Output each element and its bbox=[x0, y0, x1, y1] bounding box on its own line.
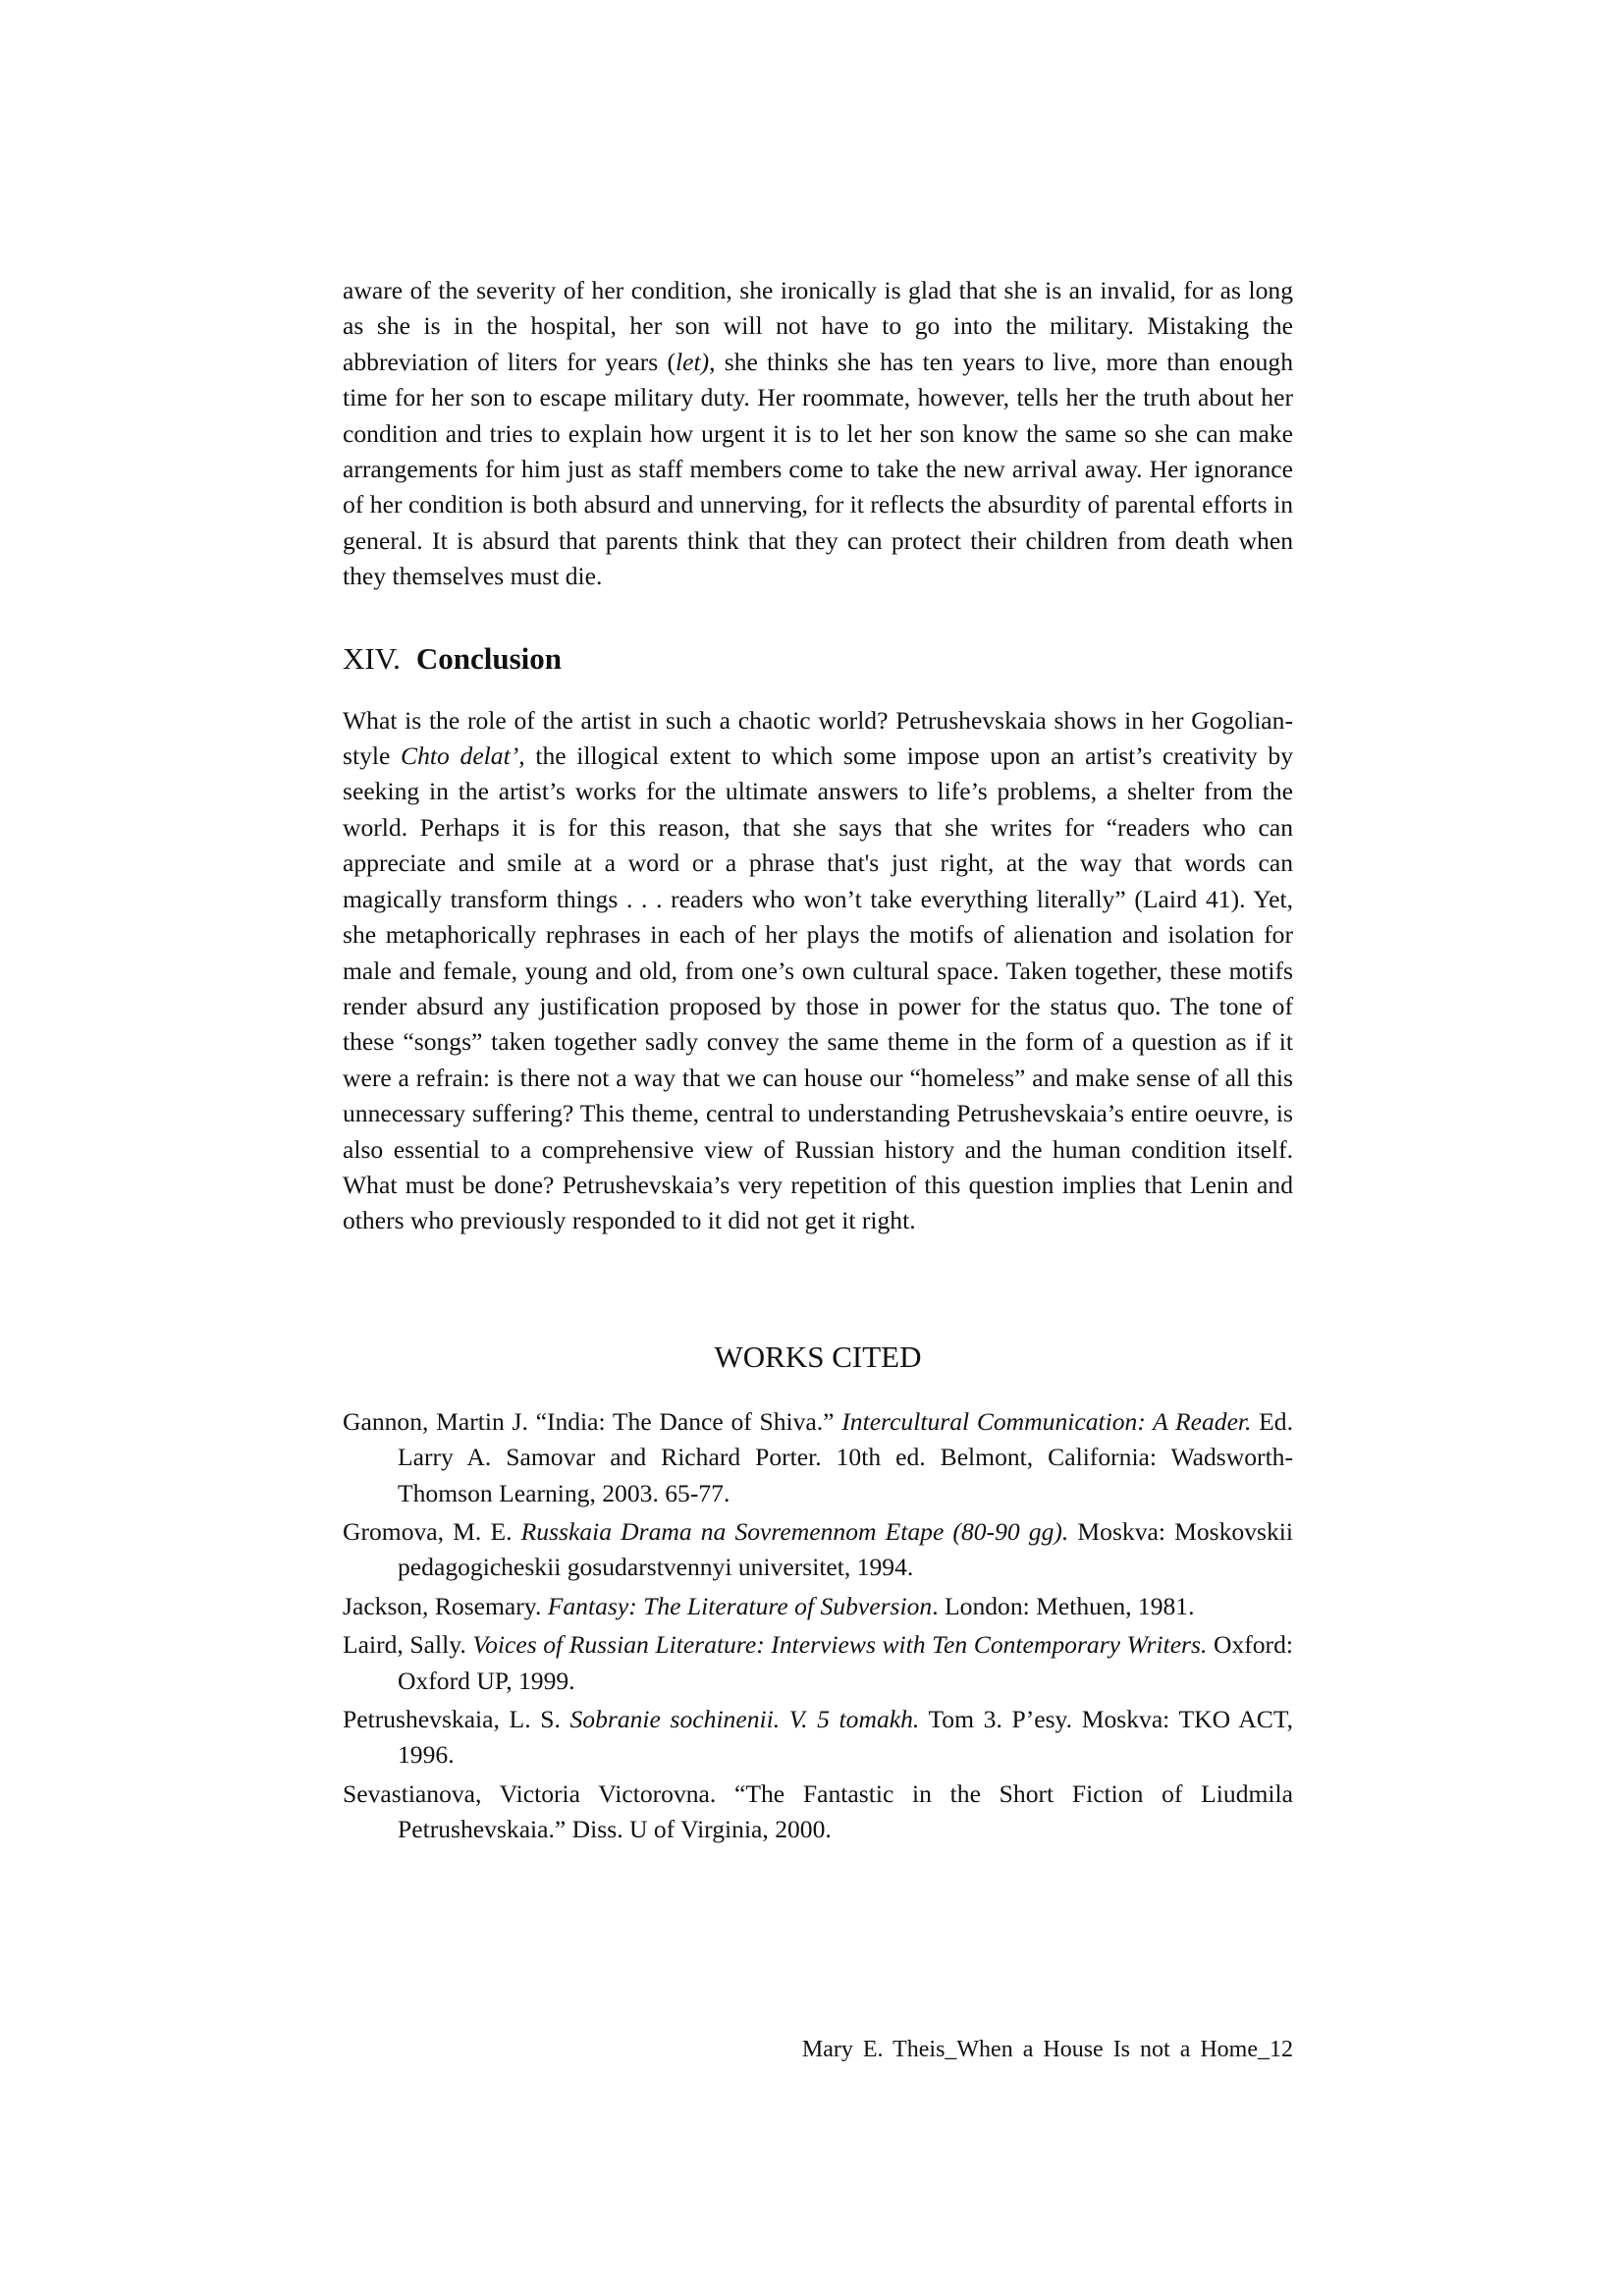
text-run: . London: Methuen, 1981. bbox=[932, 1591, 1195, 1620]
works-cited-heading: WORKS CITED bbox=[714, 1339, 922, 1374]
text-run: Sevastianova, Victoria Victorovna. “The Fantastic in the Short Fiction of Liudmila Petrushevskaia.” Diss. U of Virginia, 2000. bbox=[343, 1778, 1293, 1844]
text-run: Gromova, M. E. bbox=[343, 1516, 521, 1546]
text-run: Oxford: Oxford UP, 1999. bbox=[398, 1630, 1293, 1695]
page-content bbox=[343, 273, 1293, 1851]
body-paragraph-1 bbox=[343, 273, 1293, 595]
section-title: Conclusion bbox=[415, 640, 563, 676]
text-run: Petrushevskaia, L. S. bbox=[343, 1705, 570, 1733]
text-run: Laird, Sally. bbox=[343, 1630, 473, 1660]
works-cited-list bbox=[343, 1404, 1293, 1848]
section-number: XIV. bbox=[343, 640, 401, 676]
citation-entry bbox=[343, 1589, 1293, 1624]
italic-text: Chto delat’ bbox=[401, 741, 519, 771]
citation-entry bbox=[343, 1702, 1293, 1774]
italic-text: Russkaia Drama na Sovremennom Etape (80-90 gg). bbox=[520, 1516, 1069, 1546]
page-footer: Mary E. Theis_When a House Is not a Home_12 bbox=[801, 2037, 1293, 2062]
citation-entry bbox=[343, 1514, 1293, 1586]
text-run: aware of the severity of her condition, she ironically is glad that she is an invalid, for as long as she is in the hospital, her son will not have to go into the military. Mistaking the abbreviation of liters for years ( bbox=[343, 276, 1293, 376]
italic-text: Fantasy: The Literature of Subversion bbox=[547, 1591, 933, 1620]
text-run: Tom 3. P’esy. Moskva: TKO ACT, 1996. bbox=[398, 1705, 1293, 1770]
text-run: , the illogical extent to which some impose upon an artist’s creativity by seeking in the artist’s works for the ultimate answers to life’s problems, a shelter from the world. Perhaps it is for this reason, that she says that she writes for “readers who can appreciate and smile at a word or a phrase that's just right, at the way that words can magically transform things . . . readers who won’t take everything literally” (Laird 41). Yet, she metaphorically rephrases in each of her plays the motifs of alienation and isolation for male and female, young and old, from one’s own cultural space. Taken together, these motifs render absurd any justification proposed by those in power for the status quo. The tone of these “songs” taken together sadly convey the same theme in the form of a question as if it were a refrain: is there not a way that we can house our “homeless” and make sense of all this unnecessary suffering? This theme, central to understanding Petrushevskaia’s entire oeuvre, is also essential to a comprehensive view of Russian history and the human condition itself. What must be done? Petrushevskaia’s very repetition of this question implies that Lenin and others who previously responded to it did not get it right. bbox=[343, 741, 1293, 1235]
text-run: Ed. Larry A. Samovar and Richard Porter. 10th ed. Belmont, California: Wadsworth-Thomson Learning, 2003. 65-77. bbox=[398, 1406, 1293, 1507]
citation-entry bbox=[343, 1777, 1293, 1848]
text-run: , she thinks she has ten years to live, more than enough time for her son to escape military duty. Her roommate, however, tells her the truth about her condition and tries to explain how urgent it is to let her son know the same so she can make arrangements for him just as staff members come to take the new arrival away. Her ignorance of her condition is both absurd and unnerving, for it reflects the absurdity of parental efforts in general. It is absurd that parents think that they can protect their children from death when they themselves must die. bbox=[343, 347, 1293, 591]
italic-text: Sobranie sochinenii. V. 5 tomakh. bbox=[569, 1705, 920, 1733]
italic-text: Intercultural Communication: A Reader. bbox=[841, 1406, 1252, 1436]
citation-entry bbox=[343, 1404, 1293, 1511]
section-heading bbox=[343, 639, 1293, 679]
text-run: Gannon, Martin J. “India: The Dance of Shiva.” bbox=[343, 1406, 842, 1436]
italic-text: let) bbox=[675, 347, 710, 376]
body-paragraph-2 bbox=[343, 703, 1293, 1239]
text-run: What is the role of the artist in such a chaotic world? Petrushevskaia shows in her Gogolian-style bbox=[343, 705, 1293, 771]
citation-entry bbox=[343, 1627, 1293, 1699]
italic-text: Voices of Russian Literature: Interviews with Ten Contemporary Writers. bbox=[472, 1630, 1208, 1660]
text-run: Jackson, Rosemary. bbox=[343, 1591, 548, 1620]
text-run: Moskva: Moskovskii pedagogicheskii gosudarstvennyi universitet, 1994. bbox=[398, 1516, 1293, 1582]
